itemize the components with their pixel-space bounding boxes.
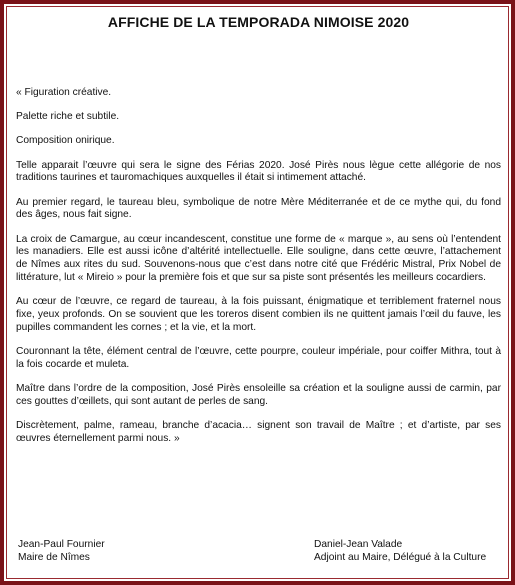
document-title: AFFICHE DE LA TEMPORADA NIMOISE 2020 — [107, 14, 410, 30]
signatory-role-left: Maire de Nîmes — [18, 552, 90, 563]
signature-right — [314, 538, 486, 564]
signatory-name-right: Daniel-Jean Valade — [314, 539, 403, 550]
paragraph-1: « Figuration créative. — [16, 87, 112, 98]
paragraph-9: Maître dans l’ordre de la composition, José Pirès ensoleille sa création et la souligne aussi de carmin, par ces gouttes d’œillets, qui sont autant de perles de sang. — [16, 382, 501, 407]
paragraph-5: Au premier regard, le taureau bleu, symbolique de notre Mère Méditerranée et de ce mythe qui, du fond des âges, nous fait signe. — [16, 196, 501, 221]
signatory-role-right: Adjoint au Maire, Délégué à la Culture — [314, 552, 487, 563]
paragraph-4: Telle apparait l’œuvre qui sera le signe des Férias 2020. José Pirès nous lègue cette allégorie de nos traditions taurines et tauromachiques auxquelles il était si intimement attaché. — [16, 159, 501, 184]
paragraph-8: Couronnant la tête, élément central de l’œuvre, cette pourpre, couleur impériale, pour coiffer Mithra, tout à la fois cocarde et muleta. — [16, 345, 501, 370]
paragraph-7: Au cœur de l’œuvre, ce regard de taureau, à la fois puissant, énigmatique et terriblement fraternel nous fixe, yeux profonds. On se souvient que les toreros disent combien ils ne quittent jamais l’œil du fauve, les pupilles commandent les cornes ; et la vie, et la mort. — [16, 296, 501, 333]
document-body — [16, 14, 501, 457]
signatory-name-left: Jean-Paul Fournier — [18, 539, 105, 550]
signature-left — [18, 538, 105, 564]
paragraph-10: Discrètement, palme, rameau, branche d’acacia… signent son travail de Maître ; et d’artiste, par ses œuvres éternellement parmi nous. » — [16, 419, 501, 444]
paragraph-3: Composition onirique. — [16, 135, 115, 147]
paragraph-2: Palette riche et subtile. — [16, 111, 120, 123]
paragraph-6: La croix de Camargue, au cœur incandescent, constitue une forme de « marque », au sens où l’entendent les manadiers. Elle est aussi icône d’altérité intellectuelle. Elle souligne, dans cette œuvre, l’attachement de Nîmes aux rites du sud. Souvenons-nous que c’est dans notre cité que Frédéric Mistral, Prix Nobel de littérature, lut « Mireio » pour la première fois et que sur sa piste sont présentés les meilleurs cocardiers. — [16, 233, 501, 283]
